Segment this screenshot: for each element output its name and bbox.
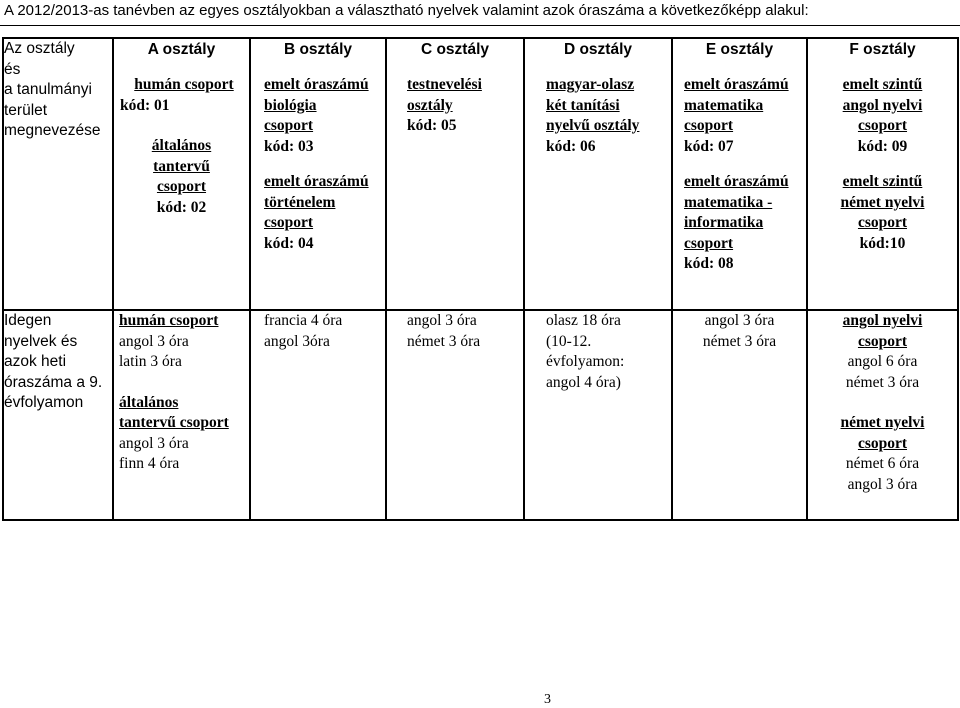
label-line: Idegen xyxy=(4,312,52,329)
group-code: kód:10 xyxy=(859,234,906,252)
group-name: angol nyelvi xyxy=(842,96,923,114)
label-line: azok heti xyxy=(4,353,67,370)
group-name: tantervű xyxy=(153,157,210,175)
class-b-cell xyxy=(250,38,386,310)
group-name: csoport xyxy=(857,117,908,134)
header-class-d: D osztály xyxy=(563,41,633,58)
group-name: nyelvű osztály xyxy=(546,117,640,134)
label-line: évfolyamon xyxy=(4,394,84,411)
group-code: kód: 01 xyxy=(120,96,170,114)
class-e-cell xyxy=(672,38,807,310)
group-name: emelt óraszámú xyxy=(684,173,789,190)
class-c-cell xyxy=(386,38,524,310)
group-name: emelt óraszámú xyxy=(264,76,369,93)
group-name: csoport xyxy=(684,234,734,252)
group-code: kód: 05 xyxy=(407,117,457,134)
group-name: csoport xyxy=(264,214,314,231)
group-name: humán csoport xyxy=(119,312,219,329)
group-code: kód: 02 xyxy=(156,198,207,216)
group-name: magyar-olasz xyxy=(546,76,635,93)
language-hours: olasz 18 óra xyxy=(546,312,621,329)
label-line: Az osztály xyxy=(4,40,75,57)
group-code: kód: 06 xyxy=(546,137,596,155)
group-name: csoport xyxy=(857,434,908,452)
language-hours: német 3 óra xyxy=(845,373,920,391)
group-name: csoport xyxy=(857,332,908,350)
language-hours: német 6 óra xyxy=(845,455,920,472)
group-name: angol nyelvi xyxy=(842,312,923,329)
label-line: és xyxy=(4,60,21,78)
group-code: kód: 07 xyxy=(684,137,734,155)
language-hours: angol 6 óra xyxy=(847,353,918,370)
group-name: emelt szintű xyxy=(842,76,923,93)
group-name: informatika xyxy=(684,214,764,231)
group-code: kód: 03 xyxy=(264,137,314,155)
group-name: testnevelési xyxy=(407,76,482,93)
group-name: emelt óraszámú xyxy=(684,76,789,93)
header-class-e: E osztály xyxy=(705,41,774,58)
intro-divider xyxy=(0,25,960,26)
label-line: óraszáma a 9. xyxy=(4,373,103,391)
group-name: emelt óraszámú xyxy=(264,173,369,190)
label-line: nyelvek és xyxy=(4,332,78,350)
group-name: német nyelvi xyxy=(840,414,925,431)
language-hours: német 3 óra xyxy=(407,332,481,350)
header-class-b: B osztály xyxy=(283,41,353,58)
language-hours: angol 3óra xyxy=(264,332,330,350)
label-line: megnevezése xyxy=(4,122,101,139)
header-class-c: C osztály xyxy=(420,41,490,58)
label-line: terület xyxy=(4,101,48,119)
class-f-cell xyxy=(807,38,958,310)
class-e-languages xyxy=(672,310,807,520)
class-a-cell xyxy=(113,38,250,310)
language-hours: latin 3 óra xyxy=(119,353,182,370)
group-name: csoport xyxy=(684,117,734,134)
group-name: osztály xyxy=(407,96,453,114)
language-hours: angol 4 óra) xyxy=(546,373,621,391)
group-name: humán csoport xyxy=(134,76,234,93)
class-a-languages xyxy=(113,310,250,520)
intro-text: A 2012/2013-as tanévben az egyes osztályokban a választható nyelvek valamint azok óraszáma a következőképp alakul: xyxy=(4,2,809,19)
language-hours: (10-12. xyxy=(546,332,592,350)
group-name: tantervű csoport xyxy=(119,414,229,431)
language-hours: finn 4 óra xyxy=(119,455,180,472)
language-table xyxy=(2,37,959,521)
row-label-class-name xyxy=(3,38,113,310)
group-code: kód: 08 xyxy=(684,255,734,272)
group-name: történelem xyxy=(264,193,336,211)
header-class-a: A osztály xyxy=(147,41,216,58)
class-d-languages xyxy=(524,310,672,520)
group-name: csoport xyxy=(857,214,908,231)
class-c-languages xyxy=(386,310,524,520)
row-label-languages xyxy=(3,310,113,520)
class-b-languages xyxy=(250,310,386,520)
language-hours: évfolyamon: xyxy=(546,353,625,370)
language-hours: angol 3 óra xyxy=(847,475,918,493)
page-number: 3 xyxy=(544,692,551,707)
language-hours: angol 3 óra xyxy=(704,312,775,329)
group-name: emelt szintű xyxy=(842,173,923,190)
group-name: biológia xyxy=(264,96,317,114)
group-name: német nyelvi xyxy=(840,193,925,211)
group-code: kód: 04 xyxy=(264,234,314,252)
language-hours: német 3 óra xyxy=(702,332,777,350)
group-name: matematika xyxy=(684,96,764,114)
header-class-f: F osztály xyxy=(849,41,916,58)
language-hours: angol 3 óra xyxy=(119,434,189,452)
group-name: csoport xyxy=(264,117,314,134)
label-line: a tanulmányi xyxy=(4,81,92,98)
class-f-languages xyxy=(807,310,958,520)
group-name: két tanítási xyxy=(546,96,620,114)
class-d-cell xyxy=(524,38,672,310)
group-name: általános xyxy=(119,393,179,411)
group-name: általános xyxy=(151,137,212,154)
language-hours: angol 3 óra xyxy=(119,332,189,350)
group-code: kód: 09 xyxy=(857,137,908,155)
group-name: csoport xyxy=(156,178,207,195)
language-hours: angol 3 óra xyxy=(407,312,477,329)
group-name: matematika - xyxy=(684,193,773,211)
language-hours: francia 4 óra xyxy=(264,312,343,329)
